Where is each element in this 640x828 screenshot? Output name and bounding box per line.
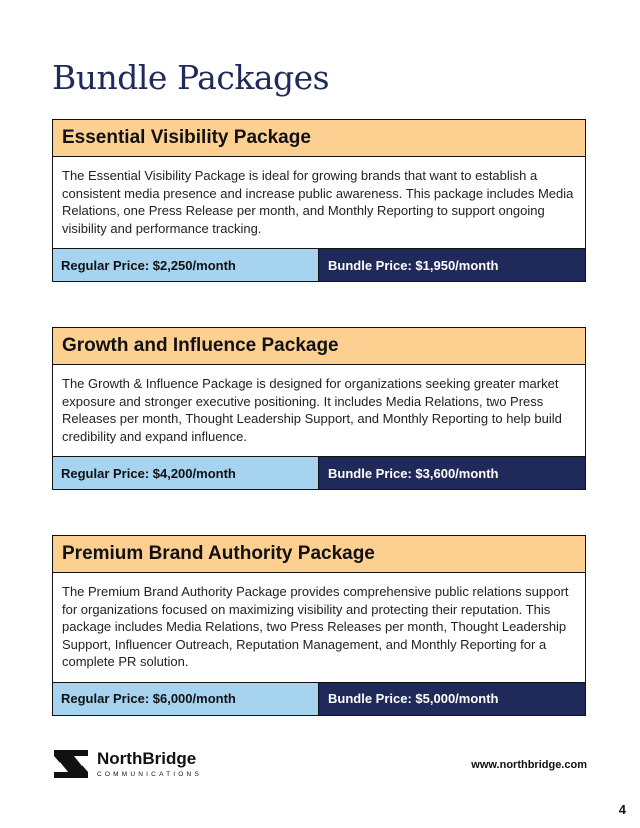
- package-description: The Premium Brand Authority Package provides comprehensive public relations support for organizations focused on maximizing visibility and protecting their reputation. This package includes Media Relations, two Press Releases per month, Thought Leadership Support, Influencer Outreach, Reputation Management, and Monthly Reporting for a complete PR solution.: [62, 584, 569, 670]
- regular-price: Regular Price: $2,250/month: [53, 249, 319, 281]
- footer-logo: [54, 750, 202, 778]
- package-card-essential: [52, 119, 586, 282]
- regular-price: Regular Price: $6,000/month: [53, 683, 319, 715]
- package-prices: [53, 248, 585, 281]
- package-name: Premium Brand Authority Package: [62, 543, 375, 564]
- regular-price: Regular Price: $4,200/month: [53, 457, 319, 489]
- bundle-price: Bundle Price: $1,950/month: [319, 249, 585, 281]
- bundle-price: Bundle Price: $3,600/month: [319, 457, 585, 489]
- brand-name: NorthBridge: [97, 749, 197, 768]
- package-name: Essential Visibility Package: [62, 127, 311, 148]
- northbridge-logo-icon: [54, 750, 88, 778]
- bundle-price: Bundle Price: $5,000/month: [319, 683, 585, 715]
- website-link[interactable]: www.northbridge.com: [471, 759, 587, 771]
- package-card-premium: [52, 535, 586, 716]
- brand-subtitle: COMMUNICATIONS: [97, 771, 202, 778]
- package-description: The Essential Visibility Package is ideal for growing brands that want to establish a consistent media presence and increase public awareness. This package includes Media Relations, one Press Release per month, and Monthly Reporting to support ongoing visibility and performance tracking.: [62, 168, 574, 236]
- page-title: Bundle Packages: [52, 58, 330, 97]
- package-header: [53, 536, 585, 573]
- package-description: The Growth & Influence Package is designed for organizations seeking greater market exposure and stronger executive positioning. It includes Media Relations, two Press Releases per month, Thought Leadership Support, and Monthly Reporting to help build credibility and expand influence.: [62, 376, 562, 444]
- package-prices: [53, 682, 585, 715]
- package-header: [53, 328, 585, 365]
- package-header: [53, 120, 585, 157]
- package-card-growth: [52, 327, 586, 490]
- package-prices: [53, 456, 585, 489]
- package-name: Growth and Influence Package: [62, 335, 339, 356]
- page-number: 4: [618, 802, 626, 817]
